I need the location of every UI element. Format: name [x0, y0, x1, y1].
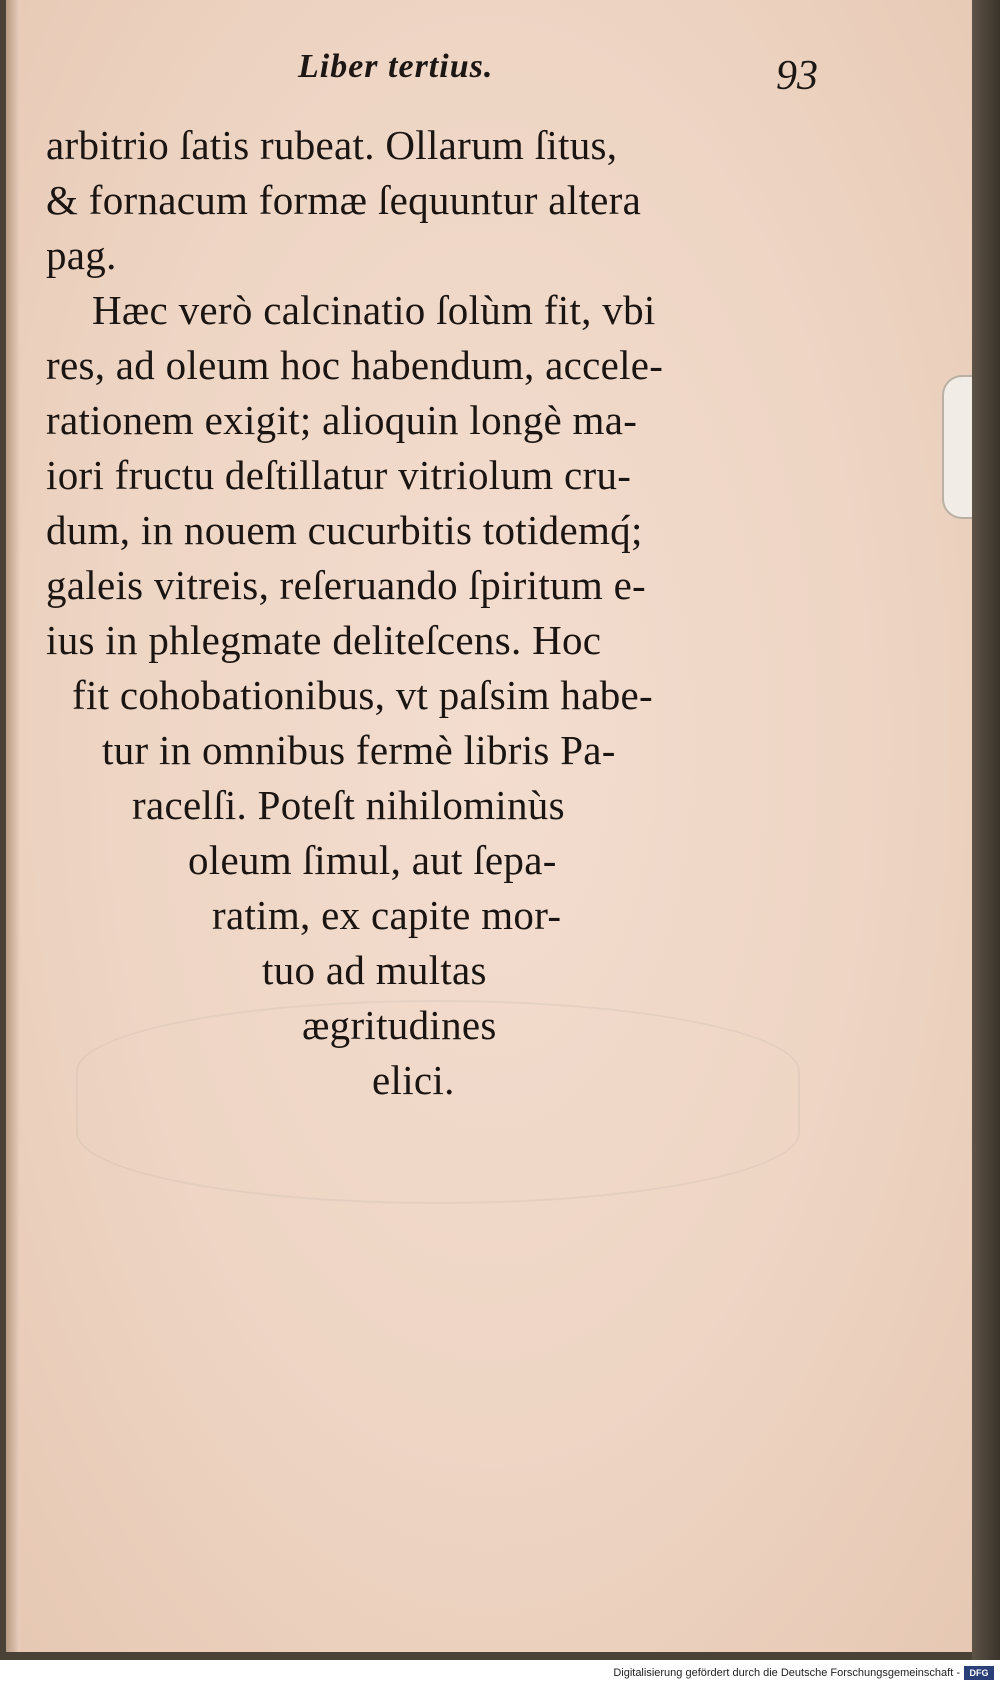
text-line-10: ius in phlegmate deliteſcens. Hoc	[46, 617, 602, 663]
text-line-13: racelſi. Poteſt nihilominùs	[132, 782, 565, 828]
book-page	[6, 0, 974, 1652]
text-line-1: arbitrio ſatis rubeat. Ollarum ſitus,	[46, 122, 618, 168]
text-line-8: dum, in nouem cucurbitis totidemq́;	[46, 507, 643, 553]
text-line-18: elici.	[372, 1057, 455, 1103]
text-line-5: res, ad oleum hoc habendum, accele-	[46, 342, 664, 388]
funding-credit: Digitalisierung gefördert durch die Deutsche Forschungsgemeinschaft -	[613, 1667, 960, 1679]
text-line-6: rationem exigit; alioquin longè ma-	[46, 397, 638, 443]
running-head: Liber tertius.	[298, 48, 494, 85]
book-cover-edge	[972, 0, 1000, 1660]
text-line-4: Hæc verò calcinatio ſolùm fit, vbi	[92, 287, 656, 333]
text-line-7: iori fructu deſtillatur vitriolum cru-	[46, 452, 632, 498]
text-line-2: & fornacum formæ ſequuntur altera	[46, 177, 642, 223]
text-line-9: galeis vitreis, reſeruando ſpiritum e-	[46, 562, 647, 608]
text-line-14: oleum ſimul, aut ſepa-	[188, 837, 557, 883]
digitization-footer	[0, 1660, 1000, 1686]
text-line-11: fit cohobationibus, vt paſsim habe-	[72, 672, 653, 718]
text-line-16: tuo ad multas	[262, 947, 487, 993]
text-line-15: ratim, ex capite mor-	[212, 892, 562, 938]
dfg-logo-icon: DFG	[964, 1666, 994, 1680]
text-line-12: tur in omnibus fermè libris Pa-	[102, 727, 616, 773]
body-text	[6, 118, 972, 1108]
text-line-17: ægritudines	[302, 1002, 497, 1048]
text-line-3: pag.	[46, 232, 117, 278]
page-number: 93	[776, 53, 818, 99]
page-header	[6, 48, 972, 108]
